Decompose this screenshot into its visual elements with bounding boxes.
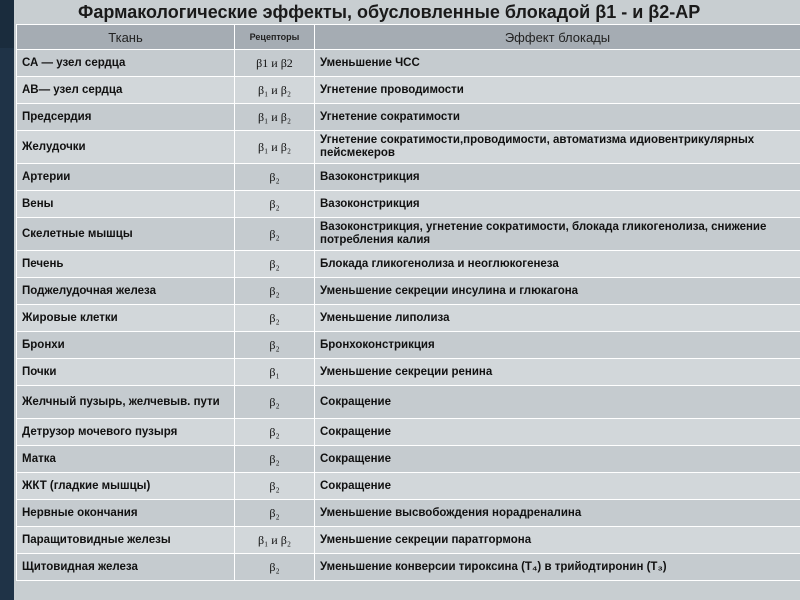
table-row bbox=[17, 527, 800, 554]
cell-effect: Уменьшение секреции инсулина и глюкагона bbox=[315, 278, 800, 305]
cell-effect: Угнетение сократимости bbox=[315, 104, 800, 131]
cell-effect: Сокращение bbox=[315, 386, 800, 419]
cell-effect: Уменьшение высвобождения норадреналина bbox=[315, 500, 800, 527]
cell-receptors: β₂ bbox=[235, 218, 315, 251]
cell-tissue: АВ— узел сердца bbox=[17, 77, 235, 104]
cell-receptors: β₁ и β₂ bbox=[235, 527, 315, 554]
cell-tissue: Жировые клетки bbox=[17, 305, 235, 332]
cell-receptors: β₂ bbox=[235, 278, 315, 305]
header-receptors: Рецепторы bbox=[235, 25, 315, 50]
slide-title: Фармакологические эффекты, обусловленные блокадой β1 - и β2-АР bbox=[78, 2, 701, 22]
cell-receptors: β₂ bbox=[235, 386, 315, 419]
cell-tissue: Желчный пузырь, желчевыв. пути bbox=[17, 386, 235, 419]
cell-tissue: Щитовидная железа bbox=[17, 554, 235, 581]
cell-tissue: Вены bbox=[17, 191, 235, 218]
effects-table bbox=[16, 24, 800, 581]
cell-receptors: β₁ и β₂ bbox=[235, 77, 315, 104]
cell-tissue: Детрузор мочевого пузыря bbox=[17, 419, 235, 446]
table-row bbox=[17, 131, 800, 164]
header-effect: Эффект блокады bbox=[315, 25, 800, 50]
cell-receptors: β₂ bbox=[235, 305, 315, 332]
table-row bbox=[17, 191, 800, 218]
cell-effect: Сокращение bbox=[315, 473, 800, 500]
cell-receptors: β₂ bbox=[235, 251, 315, 278]
cell-tissue: Артерии bbox=[17, 164, 235, 191]
cell-tissue: СА — узел сердца bbox=[17, 50, 235, 77]
cell-tissue: Скелетные мышцы bbox=[17, 218, 235, 251]
cell-receptors: β₂ bbox=[235, 191, 315, 218]
cell-tissue: Печень bbox=[17, 251, 235, 278]
table-row bbox=[17, 218, 800, 251]
side-accent-bar-top bbox=[0, 0, 14, 48]
cell-tissue: Паращитовидные железы bbox=[17, 527, 235, 554]
cell-effect: Вазоконстрикция bbox=[315, 191, 800, 218]
cell-receptors: β₂ bbox=[235, 554, 315, 581]
cell-receptors: β₁ и β₂ bbox=[235, 104, 315, 131]
table-header-row bbox=[17, 25, 800, 50]
table-row bbox=[17, 104, 800, 131]
cell-effect: Уменьшение конверсии тироксина (T₄) в трийодтиронин (T₃) bbox=[315, 554, 800, 581]
cell-effect: Сокращение bbox=[315, 419, 800, 446]
table-row bbox=[17, 332, 800, 359]
side-accent-bar bbox=[0, 0, 14, 600]
cell-receptors: β₂ bbox=[235, 419, 315, 446]
cell-effect: Уменьшение липолиза bbox=[315, 305, 800, 332]
cell-receptors: β1 и β2 bbox=[235, 50, 315, 77]
cell-receptors: β₂ bbox=[235, 446, 315, 473]
cell-effect: Вазоконстрикция bbox=[315, 164, 800, 191]
table-row bbox=[17, 554, 800, 581]
table-row bbox=[17, 473, 800, 500]
cell-effect: Уменьшение ЧСС bbox=[315, 50, 800, 77]
cell-effect: Вазоконстрикция, угнетение сократимости, блокада гликогенолиза, снижение потребления калия bbox=[315, 218, 800, 251]
cell-effect: Бронхоконстрикция bbox=[315, 332, 800, 359]
table-row bbox=[17, 305, 800, 332]
table-row bbox=[17, 278, 800, 305]
cell-effect: Уменьшение секреции паратгормона bbox=[315, 527, 800, 554]
cell-tissue: Бронхи bbox=[17, 332, 235, 359]
cell-effect: Угнетение проводимости bbox=[315, 77, 800, 104]
table-row bbox=[17, 500, 800, 527]
cell-receptors: β₂ bbox=[235, 473, 315, 500]
table-row bbox=[17, 164, 800, 191]
cell-tissue: Желудочки bbox=[17, 131, 235, 164]
header-tissue: Ткань bbox=[17, 25, 235, 50]
table-row bbox=[17, 419, 800, 446]
table-row bbox=[17, 251, 800, 278]
cell-tissue: Нервные окончания bbox=[17, 500, 235, 527]
cell-receptors: β₂ bbox=[235, 500, 315, 527]
cell-effect: Угнетение сократимости,проводимости, автоматизма идиовентрикулярных пейсмекеров bbox=[315, 131, 800, 164]
cell-tissue: Матка bbox=[17, 446, 235, 473]
cell-receptors: β₂ bbox=[235, 164, 315, 191]
table-row bbox=[17, 50, 800, 77]
cell-receptors: β₁ и β₂ bbox=[235, 131, 315, 164]
cell-tissue: Почки bbox=[17, 359, 235, 386]
cell-tissue: ЖКТ (гладкие мышцы) bbox=[17, 473, 235, 500]
table-row bbox=[17, 386, 800, 419]
cell-receptors: β₂ bbox=[235, 332, 315, 359]
table-row bbox=[17, 77, 800, 104]
table-row bbox=[17, 446, 800, 473]
cell-effect: Сокращение bbox=[315, 446, 800, 473]
table-row bbox=[17, 359, 800, 386]
cell-effect: Блокада гликогенолиза и неоглюкогенеза bbox=[315, 251, 800, 278]
cell-effect: Уменьшение секреции ренина bbox=[315, 359, 800, 386]
cell-tissue: Предсердия bbox=[17, 104, 235, 131]
cell-tissue: Поджелудочная железа bbox=[17, 278, 235, 305]
cell-receptors: β₁ bbox=[235, 359, 315, 386]
